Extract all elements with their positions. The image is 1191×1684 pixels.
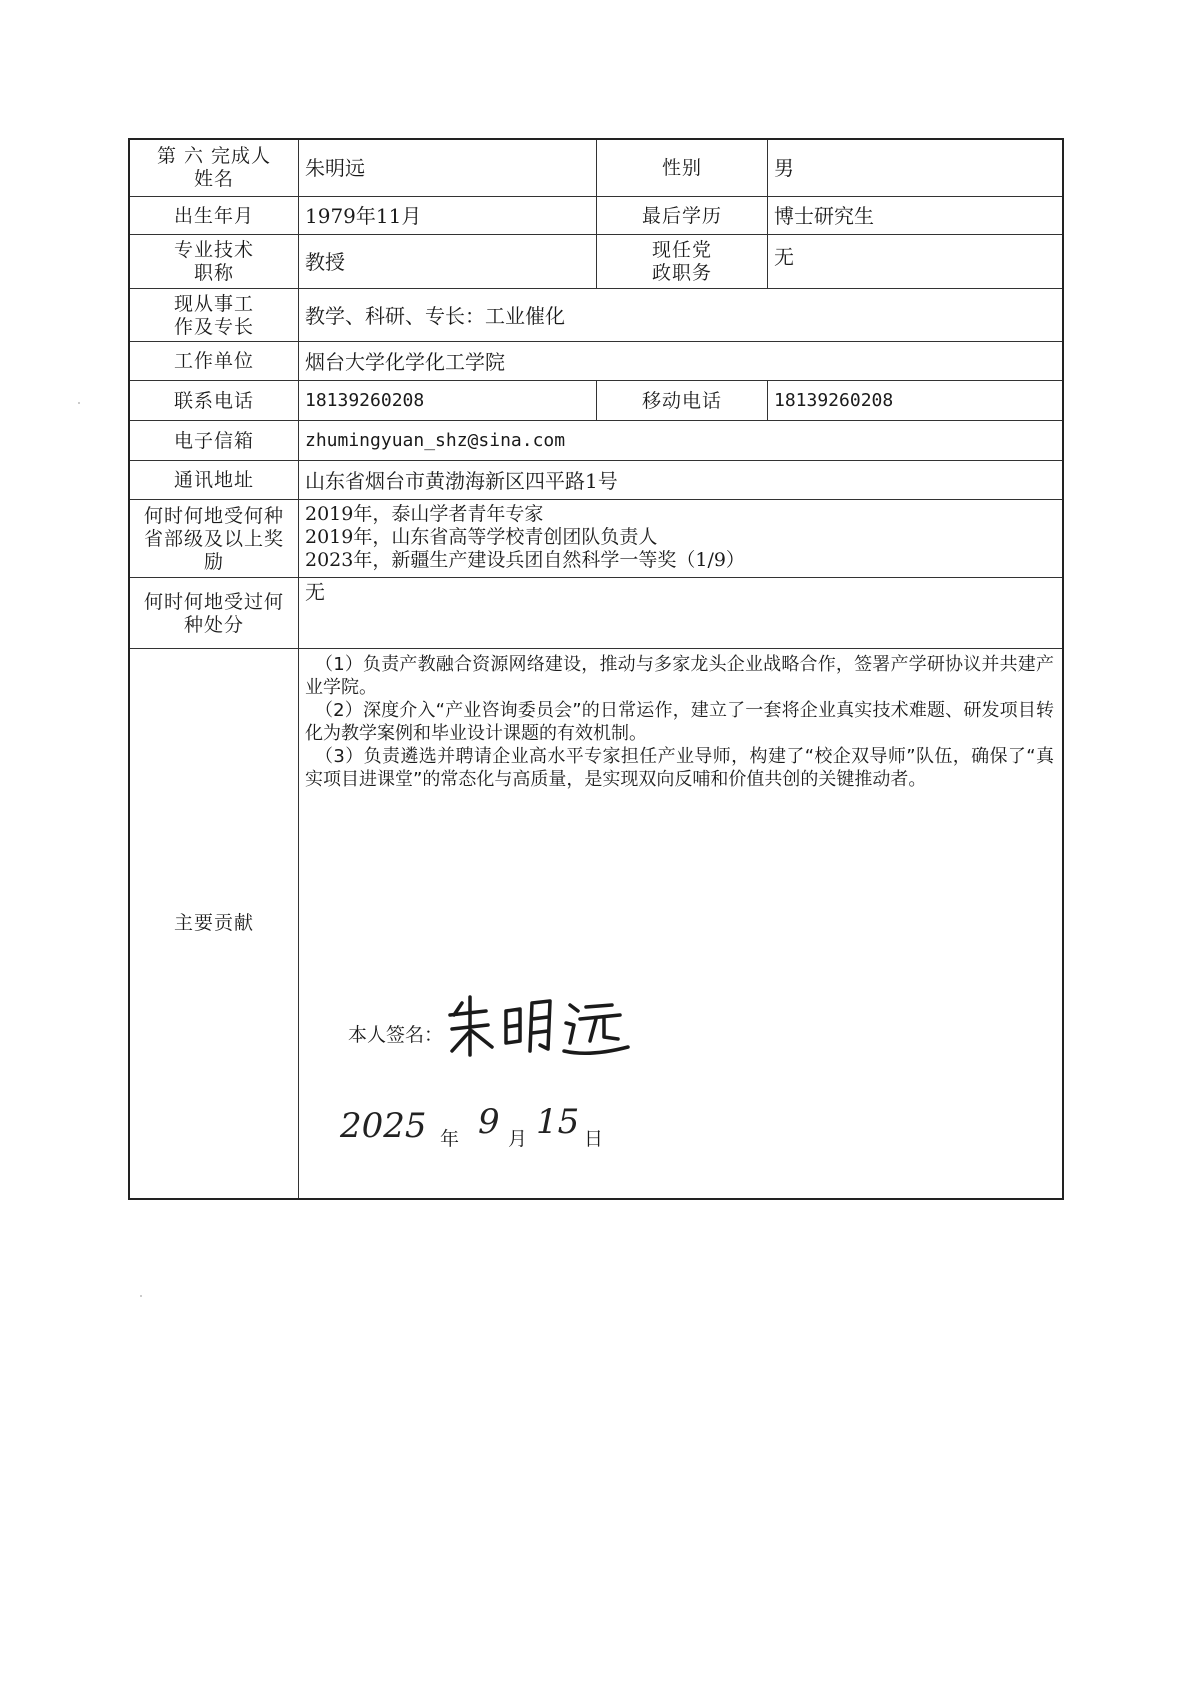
date-month-unit: 月 <box>508 1128 528 1150</box>
label-name: 第 六 完成人 姓名 <box>156 145 272 190</box>
contribution-text <box>305 653 1054 791</box>
label-main-contribution: 主要贡献 <box>173 912 254 934</box>
label-employer: 工作单位 <box>173 350 254 372</box>
label-birth: 出生年月 <box>173 204 254 227</box>
value-phone: 18139260208 <box>298 381 596 421</box>
signature-date <box>340 1102 604 1172</box>
row-name-gender <box>130 140 1062 196</box>
row-punishment <box>130 577 1062 649</box>
row-email <box>130 420 1062 461</box>
date-day: 15 <box>536 1102 580 1142</box>
scan-speck <box>140 1295 142 1297</box>
label-punishment: 何时何地受过何 种处分 <box>143 590 284 636</box>
label-awards: 何时何地受何种 省部级及以上奖 励 <box>143 504 284 573</box>
value-punishment: 无 <box>298 578 1062 649</box>
value-party-position: 无 <box>767 235 1062 289</box>
row-work-specialty <box>130 288 1062 342</box>
row-phone <box>130 380 1062 421</box>
label-email: 电子信箱 <box>173 429 254 452</box>
date-year: 2025 <box>340 1106 427 1146</box>
row-address <box>130 460 1062 500</box>
label-gender: 性别 <box>596 140 767 196</box>
row-birth-education <box>130 196 1062 235</box>
award-item: 2019年，泰山学者青年专家 <box>305 503 544 525</box>
value-awards <box>298 500 1062 578</box>
value-gender: 男 <box>767 140 1062 196</box>
value-work-specialty: 教学、科研、专长：工业催化 <box>298 289 1062 342</box>
label-work-specialty: 现从事工 作及专长 <box>173 292 254 338</box>
date-month: 9 <box>478 1102 500 1142</box>
value-address: 山东省烟台市黄渤海新区四平路1号 <box>298 461 1062 500</box>
value-name: 朱明远 <box>298 140 596 196</box>
award-item: 2023年，新疆生产建设兵团自然科学一等奖（1/9） <box>305 549 745 571</box>
contribution-paragraph: （2）深度介入“产业咨询委员会”的日常运作，建立了一套将企业真实技术难题、研发项目转化为教学案例和毕业设计课题的有效机制。 <box>305 700 1054 744</box>
label-mobile: 移动电话 <box>596 381 767 421</box>
handwritten-signature <box>440 985 640 1065</box>
contribution-paragraph: （1）负责产教融合资源网络建设，推动与多家龙头企业战略合作，签署产学研协议并共建产业学院。 <box>305 654 1054 698</box>
value-mobile: 18139260208 <box>767 381 1062 421</box>
row-title-position <box>130 234 1062 289</box>
row-employer <box>130 341 1062 381</box>
date-day-unit: 日 <box>584 1128 604 1150</box>
value-email: zhumingyuan_shz@sina.com <box>298 421 1062 461</box>
signature-label: 本人签名： <box>348 1024 444 1046</box>
label-address: 通讯地址 <box>173 469 254 491</box>
value-title: 教授 <box>298 235 596 289</box>
date-year-unit: 年 <box>440 1128 460 1150</box>
label-party-position: 现任党 政职务 <box>596 235 767 289</box>
value-birth: 1979年11月 <box>298 197 596 235</box>
scan-speck <box>78 402 80 404</box>
row-awards <box>130 499 1062 578</box>
label-title: 专业技术 职称 <box>173 239 254 284</box>
label-phone: 联系电话 <box>173 389 254 412</box>
contribution-paragraph: （3）负责遴选并聘请企业高水平专家担任产业导师，构建了“校企双导师”队伍，确保了“真实项目进课堂”的常态化与高质量，是实现双向反哺和价值共创的关键推动者。 <box>305 746 1054 790</box>
value-employer: 烟台大学化学化工学院 <box>298 342 1062 381</box>
value-education: 博士研究生 <box>767 197 1062 235</box>
award-item: 2019年，山东省高等学校青创团队负责人 <box>305 526 658 548</box>
label-education: 最后学历 <box>596 197 767 235</box>
